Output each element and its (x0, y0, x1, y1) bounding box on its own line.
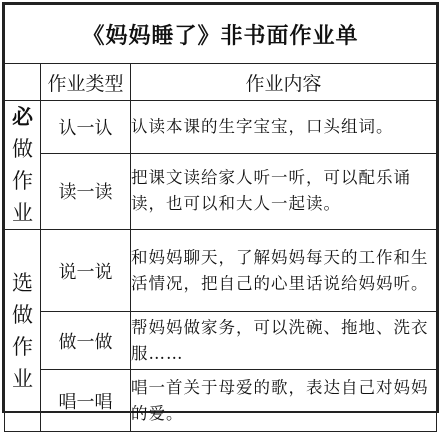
group-required-label (5, 101, 41, 230)
row-type: 说一说 (41, 230, 131, 312)
table-row (5, 312, 437, 370)
homework-table (4, 4, 437, 432)
group-char: 作 (12, 169, 33, 193)
row-type: 做一做 (41, 312, 131, 370)
header-blank (5, 64, 41, 101)
group-char: 选 (12, 270, 33, 295)
table-row (5, 370, 437, 432)
row-content: 和妈妈聊天，了解妈妈每天的工作和生活情况，把自己的心里话说给妈妈听。 (131, 230, 437, 312)
group-char: 做 (12, 302, 33, 327)
header-content: 作业内容 (131, 64, 437, 101)
table-row (5, 230, 437, 312)
row-content: 认读本课的生字宝宝，口头组词。 (131, 101, 437, 154)
group-char: 必 (12, 105, 33, 129)
title-row (5, 5, 437, 64)
group-char: 作 (12, 334, 33, 359)
row-type: 认一认 (41, 101, 131, 154)
row-content: 帮妈妈做家务，可以洗碗、拖地、洗衣服…… (131, 312, 437, 370)
row-type: 读一读 (41, 153, 131, 229)
table-row (5, 153, 437, 229)
sheet-title: 《妈妈睡了》非书面作业单 (5, 5, 437, 64)
header-type: 作业类型 (41, 64, 131, 101)
homework-sheet (2, 2, 439, 423)
group-char: 做 (12, 137, 33, 161)
group-optional-label (5, 230, 41, 432)
row-type: 唱一唱 (41, 370, 131, 432)
group-char: 业 (12, 201, 33, 225)
group-char: 业 (12, 366, 33, 391)
row-content: 把课文读给家人听一听，可以配乐诵读，也可以和大人一起读。 (131, 153, 437, 229)
table-row (5, 101, 437, 154)
row-content: 唱一首关于母爱的歌，表达自己对妈妈的爱。 (131, 370, 437, 432)
header-row (5, 64, 437, 101)
